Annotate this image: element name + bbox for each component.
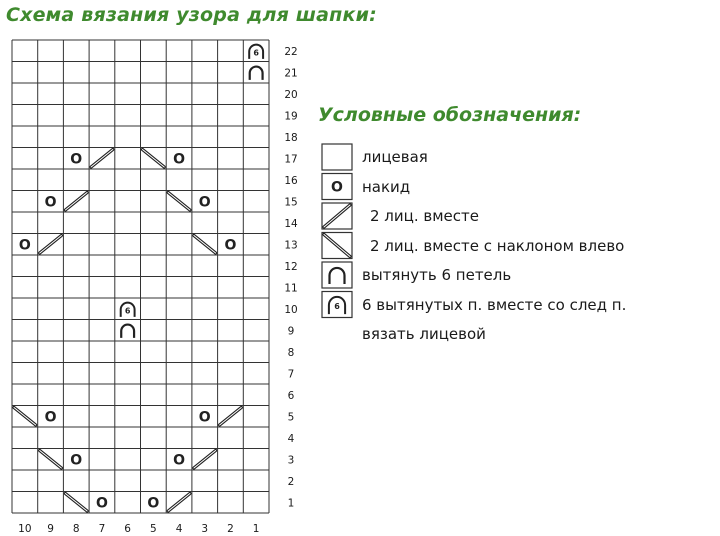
legend-label: лицевая xyxy=(362,148,428,166)
row-label: 1 xyxy=(287,497,295,510)
svg-text:O: O xyxy=(44,194,57,211)
row-label: 12 xyxy=(284,260,298,273)
row-label: 19 xyxy=(284,110,298,123)
row-label: 5 xyxy=(287,411,295,424)
ssk-symbol xyxy=(65,494,87,512)
svg-text:O: O xyxy=(224,237,237,254)
yo-symbol xyxy=(173,452,185,468)
legend-symbols xyxy=(322,144,352,318)
row-label: 11 xyxy=(284,282,298,295)
chart-title: Схема вязания узора для шапки: xyxy=(6,4,377,26)
row-label: 14 xyxy=(284,217,298,230)
yo-symbol xyxy=(199,194,211,210)
row-label: 3 xyxy=(287,454,295,467)
row-label: 6 xyxy=(287,389,295,402)
column-label: 3 xyxy=(201,523,209,535)
row-label: 9 xyxy=(287,325,295,338)
ssk-symbol xyxy=(14,408,36,426)
legend-label: накид xyxy=(362,177,411,196)
ssk-symbol xyxy=(40,451,62,469)
row-label: 17 xyxy=(284,153,298,166)
svg-text:6: 6 xyxy=(334,302,340,311)
row-label: 22 xyxy=(284,45,298,58)
legend-label: 6 вытянутых п. вместе со след п. xyxy=(362,295,627,314)
row-label: 13 xyxy=(284,239,298,252)
row-label: 18 xyxy=(284,131,298,144)
row-label: 10 xyxy=(284,303,298,316)
row-label: 7 xyxy=(287,368,295,381)
yo-symbol xyxy=(45,409,57,425)
yo-symbol xyxy=(96,495,108,511)
svg-text:O: O xyxy=(44,409,57,426)
svg-text:O: O xyxy=(173,151,186,168)
column-label: 5 xyxy=(150,523,157,535)
column-label: 1 xyxy=(252,523,260,535)
knit6-symbol xyxy=(121,303,135,317)
k2tog-symbol xyxy=(168,494,190,512)
svg-text:O: O xyxy=(198,409,211,426)
column-label: 2 xyxy=(227,523,234,535)
k2tog-symbol xyxy=(91,150,113,168)
row-label: 4 xyxy=(287,432,295,445)
legend-label: вязать лицевой xyxy=(362,325,486,343)
row-label: 21 xyxy=(284,67,298,80)
svg-text:6: 6 xyxy=(124,306,131,316)
legend-label: вытянуть 6 петель xyxy=(362,266,512,284)
chart-grid xyxy=(12,40,269,513)
chart-symbols xyxy=(14,45,263,512)
legend-title: Условные обозначения: xyxy=(318,104,582,126)
svg-text:O: O xyxy=(70,452,83,469)
yo-symbol xyxy=(147,495,159,511)
yo-symbol xyxy=(224,237,236,253)
yo-symbol xyxy=(45,194,57,210)
svg-text:O: O xyxy=(147,495,160,512)
yo-symbol xyxy=(173,151,185,167)
k2tog-symbol xyxy=(40,236,62,254)
column-label: 6 xyxy=(124,523,131,535)
yo-symbol xyxy=(19,237,31,253)
row-label: 8 xyxy=(287,346,295,359)
legend-label: 2 лиц. вместе xyxy=(370,207,479,225)
column-label: 7 xyxy=(98,523,106,535)
k2tog-symbol xyxy=(194,451,216,469)
svg-text:O: O xyxy=(95,495,108,512)
column-label: 10 xyxy=(18,523,32,535)
row-label: 20 xyxy=(284,88,298,101)
svg-text:O: O xyxy=(173,452,186,469)
pull6-symbol xyxy=(250,67,263,80)
column-label: 4 xyxy=(175,523,183,535)
legend-label: 2 лиц. вместе с наклоном влево xyxy=(370,236,625,255)
yo-symbol xyxy=(70,452,82,468)
svg-text:O: O xyxy=(18,237,31,254)
row-label: 2 xyxy=(287,475,295,488)
svg-text:O: O xyxy=(331,179,343,196)
svg-text:O: O xyxy=(198,194,211,211)
ssk-symbol xyxy=(143,150,165,168)
yo-symbol xyxy=(331,180,343,196)
legend-box xyxy=(322,262,352,288)
column-label: 9 xyxy=(47,523,54,535)
column-label: 8 xyxy=(72,523,80,535)
ssk-symbol xyxy=(194,236,216,254)
k2tog-symbol xyxy=(220,408,242,426)
k2tog-symbol xyxy=(65,193,87,211)
yo-symbol xyxy=(70,151,82,167)
row-label: 15 xyxy=(284,196,298,209)
legend-box xyxy=(322,144,352,170)
yo-symbol xyxy=(199,409,211,425)
svg-text:6: 6 xyxy=(253,48,259,58)
knit6-symbol xyxy=(249,45,263,59)
ssk-symbol xyxy=(168,193,190,211)
pull6-symbol xyxy=(121,325,134,338)
svg-text:O: O xyxy=(70,151,83,168)
row-label: 16 xyxy=(284,174,298,187)
chart-labels xyxy=(18,46,298,535)
